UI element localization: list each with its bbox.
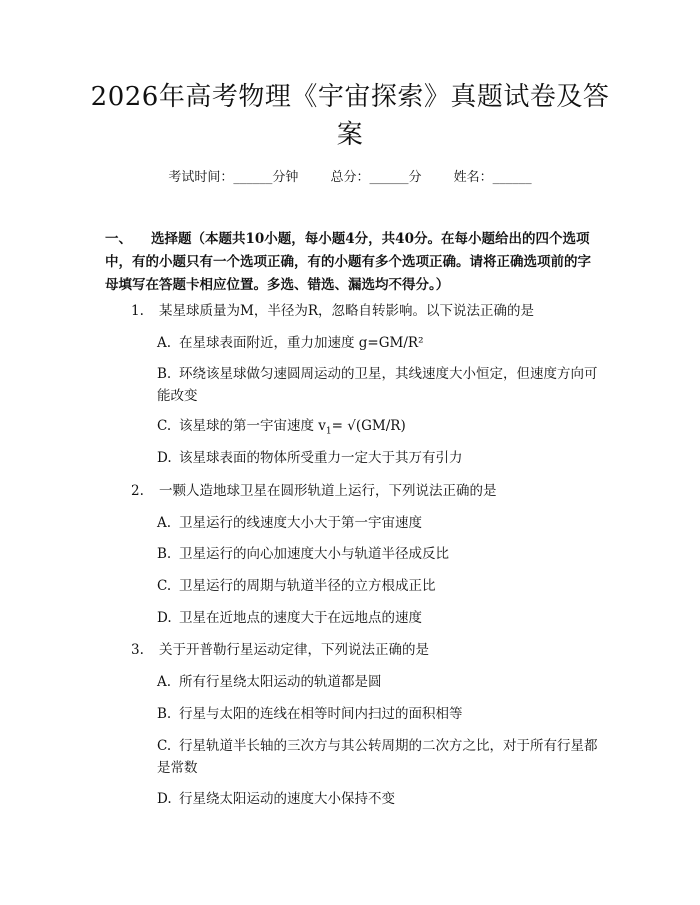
- exam-time-field: 考试时间：______分钟: [168, 170, 299, 185]
- option-letter: C.: [157, 418, 172, 434]
- option-letter: D.: [157, 450, 172, 466]
- option-text: 行星绕太阳运动的速度大小保持不变: [179, 791, 395, 807]
- question-text: 关于开普勒行星运动定律，下列说法正确的是: [159, 642, 429, 658]
- answer-option: [105, 543, 600, 565]
- option-text: 卫星在近地点的速度大于在远地点的速度: [179, 610, 422, 626]
- answer-option: [105, 671, 600, 693]
- answer-option: [105, 703, 600, 725]
- option-letter: D.: [157, 610, 172, 626]
- answer-option: [105, 447, 600, 469]
- option-text: 在星球表面附近，重力加速度 g=GM/R²: [179, 335, 424, 351]
- question-text: 一颗人造地球卫星在圆形轨道上运行，下列说法正确的是: [159, 483, 497, 499]
- section-instructions: 选择题（本题共10小题，每小题4分，共40分。在每小题给出的四个选项中，有的小题只有一个选项正确，有的小题有多个选项正确。请将正确选项前的字母填写在答题卡相应位置。多选、错选、漏选均不得分。）: [105, 231, 591, 293]
- option-text: 卫星运行的周期与轨道半径的立方根成正比: [179, 578, 436, 594]
- option-letter: C.: [157, 578, 172, 594]
- document-title: 2026年高考物理《宇宙探索》真题试卷及答案: [90, 82, 610, 150]
- exam-info-line: [0, 168, 700, 188]
- section-heading: [105, 228, 600, 297]
- option-letter: B.: [157, 546, 172, 562]
- question-stem: [105, 480, 600, 502]
- option-text: 所有行星绕太阳运动的轨道都是圆: [179, 674, 382, 690]
- answer-option: [105, 512, 600, 534]
- student-name-field: 姓名：______: [453, 170, 532, 185]
- option-text: 卫星运行的线速度大小大于第一宇宙速度: [179, 515, 422, 531]
- question-text: 某星球质量为M，半径为R，忽略自转影响。以下说法正确的是: [159, 303, 534, 319]
- question-number: 2.: [131, 483, 144, 499]
- answer-option: [105, 735, 600, 779]
- option-letter: A.: [157, 335, 172, 351]
- answer-option: [105, 415, 600, 443]
- section-number: 一、: [105, 231, 132, 247]
- option-text: 行星与太阳的连线在相等时间内扫过的面积相等: [179, 706, 463, 722]
- option-text-before: 该星球的第一宇宙速度 v: [179, 418, 326, 434]
- option-letter: A.: [157, 674, 172, 690]
- option-text: 卫星运行的向心加速度大小与轨道半径成反比: [179, 546, 449, 562]
- option-letter: B.: [157, 366, 172, 382]
- question-stem: [105, 639, 600, 661]
- option-subscript: 1: [325, 426, 332, 437]
- question-stem: [105, 300, 600, 322]
- option-letter: D.: [157, 791, 172, 807]
- total-score-field: 总分：______分: [330, 170, 422, 185]
- answer-option: [105, 575, 600, 597]
- option-letter: A.: [157, 515, 172, 531]
- question-number: 1.: [131, 303, 144, 319]
- answer-option: [105, 607, 600, 629]
- option-text: 行星轨道半长轴的三次方与其公转周期的二次方之比，对于所有行星都是常数: [157, 738, 598, 776]
- answer-option: [105, 332, 600, 354]
- option-text-after: = √(GM/R): [331, 418, 406, 434]
- option-text: 环绕该星球做匀速圆周运动的卫星，其线速度大小恒定，但速度方向可能改变: [157, 366, 598, 404]
- answer-option: [105, 363, 600, 407]
- option-letter: C.: [157, 738, 172, 754]
- answer-option: [105, 788, 600, 810]
- question-number: 3.: [131, 642, 144, 658]
- option-letter: B.: [157, 706, 172, 722]
- option-text: 该星球表面的物体所受重力一定大于其万有引力: [179, 450, 463, 466]
